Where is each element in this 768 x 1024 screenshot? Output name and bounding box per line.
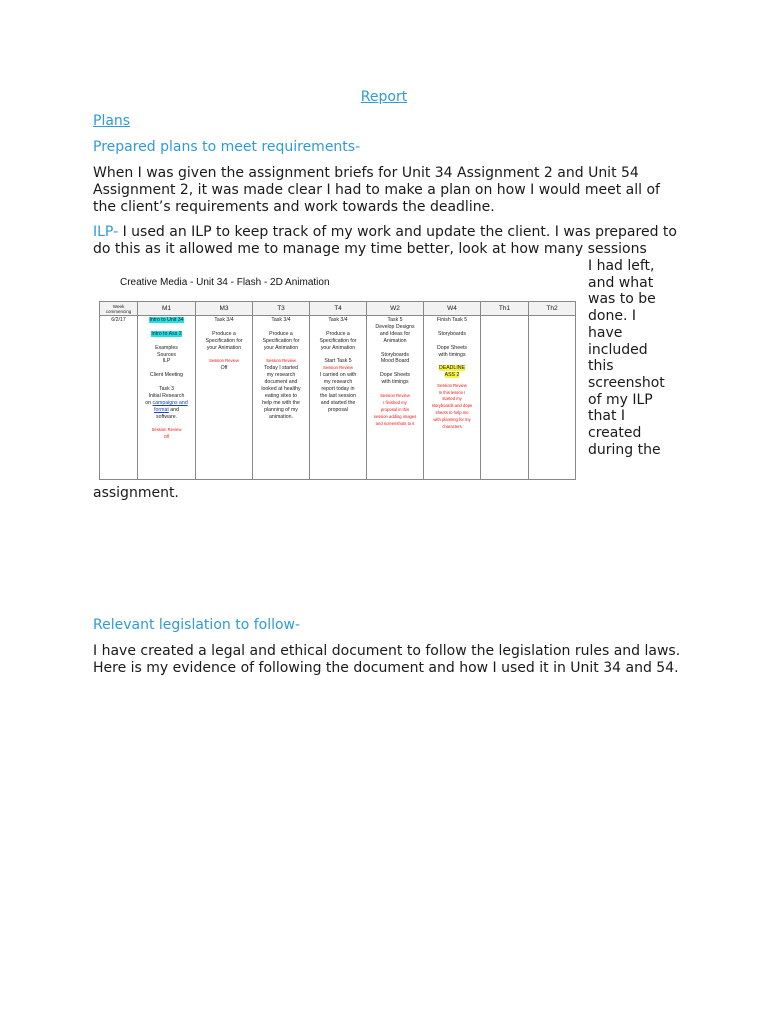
ilp-title: Creative Media - Unit 34 - Flash - 2D Animation (120, 277, 330, 288)
t4-note: I carried on with (319, 372, 357, 379)
session-review-label: Session Review (380, 392, 410, 398)
t3-line: Task 3/4 (271, 317, 291, 323)
m1-line: on (145, 399, 152, 406)
w2-note: and screenshots to it (375, 420, 415, 426)
wrap-line: have (588, 324, 623, 341)
plans-heading: Plans (93, 113, 131, 129)
t4-line: Task 3/4 (328, 317, 348, 323)
m1-link-text: format (154, 406, 169, 413)
m1-line: software. (155, 413, 178, 420)
m3-line: Specification for (205, 337, 243, 344)
ilp-label: ILP- (93, 224, 119, 240)
t4-line: Specification for (319, 337, 357, 344)
w4-note: sheets to help me (435, 410, 469, 416)
wrap-line: and what (588, 274, 654, 291)
m3-line: Produce a (212, 330, 236, 337)
wrap-line: that I (588, 408, 626, 425)
t3-line: Specification for (262, 337, 300, 344)
m3-line: Off (220, 365, 228, 372)
t3-note: looked at healthy (261, 386, 301, 393)
legislation-subheading: Relevant legislation to follow- (93, 617, 301, 633)
w2-line: Task 5 (387, 317, 403, 323)
col-header: Th2 (529, 302, 576, 316)
wrap-line: screenshot (588, 374, 665, 391)
t3-line: your Animation (263, 344, 299, 351)
m1-line: Client Meeting (149, 372, 184, 379)
t4-note: proposal (328, 406, 348, 413)
w4-line: Finish Task 5 (436, 317, 468, 323)
col-header: T4 (310, 302, 367, 316)
t3-note: animation. (269, 413, 293, 420)
m1-line: ILP (162, 358, 171, 365)
w2-cell (367, 316, 424, 480)
w4-note: storyboards and dope (431, 403, 473, 409)
session-review-label: Session Review (323, 365, 353, 371)
week-header: Week commencing (100, 302, 138, 316)
t4-line: Start Task 5 (324, 358, 352, 365)
w2-line: Mood Board (380, 358, 410, 365)
w4-note: characters (442, 424, 462, 430)
t4-note: the last session (320, 392, 356, 399)
intro-ass-text: Intro to Ass 2 (151, 330, 182, 337)
w4-note: with planning for my (433, 417, 471, 423)
t4-note: my research (323, 379, 353, 386)
session-review-label: Session Review (266, 358, 296, 364)
m1-link-text: campaigns and (152, 399, 188, 406)
m1-line: Examples (155, 344, 178, 351)
session-review-label: Session Review (151, 427, 182, 433)
wrap-line: of my ILP (588, 391, 653, 408)
wrap-line: this (588, 358, 614, 375)
wrap-line: I had left, (588, 258, 655, 274)
m1-line: Sources (156, 351, 177, 358)
wrap-line: done. I (588, 308, 636, 325)
t4-cell (310, 316, 367, 480)
t3-cell (253, 316, 310, 480)
prepared-plans-subheading: Prepared plans to meet requirements- (93, 139, 361, 155)
ilp-paragraph-text: I used an ILP to keep track of my work and update the client. I was prepared to do this as it allowed me to manage my time better, look at how many sessions (93, 224, 677, 257)
deadline-text: DEADLINE (439, 365, 465, 372)
t3-note: eating sites to (264, 392, 297, 399)
week-cell (100, 316, 138, 480)
t3-note: planning of my (264, 406, 298, 413)
t3-note: Today I started (263, 365, 299, 372)
intro-unit-text: Intro to Unit 34 (149, 317, 184, 323)
t4-note: report today in (321, 386, 355, 393)
w2-note: session adding images (373, 413, 417, 419)
col-header: W4 (424, 302, 481, 316)
wrap-line: created (588, 425, 642, 442)
t3-note: document and (264, 379, 298, 386)
ilp-week-row (100, 316, 576, 480)
w2-note: I finished my (383, 399, 407, 405)
t4-line: Produce a (326, 330, 350, 337)
m1-cell (138, 316, 196, 480)
m3-cell (196, 316, 253, 480)
m1-line: and (170, 406, 179, 413)
wrap-line: included (588, 341, 648, 358)
m1-line: Initial Research (148, 392, 185, 399)
legislation-paragraph: I have created a legal and ethical document to follow the legislation rules and laws. Here is my evidence of following the document and how I used it in Unit 34 and 54. (93, 643, 681, 676)
w4-line: Dope Sheets (437, 344, 467, 351)
t3-note: my research (266, 372, 296, 379)
t3-note: help me with the (262, 399, 300, 406)
session-review-label: Session Review (209, 358, 239, 364)
w2-line: Storyboards (381, 351, 409, 358)
th2-cell (529, 316, 576, 480)
assignment-paragraph: When I was given the assignment briefs for Unit 34 Assignment 2 and Unit 54 Assignment 2, it was made clear I had to make a plan on how I would meet all of the client’s requirements and work towards the deadline. (93, 165, 660, 215)
col-header: Th1 (481, 302, 529, 316)
m1-line: Task 3 (159, 386, 174, 392)
session-review-label: Session Review (437, 382, 467, 388)
col-header: T3 (253, 302, 310, 316)
w2-line: with timings (381, 379, 409, 386)
ilp-paragraph-end: assignment. (93, 485, 179, 501)
col-header: M3 (196, 302, 253, 316)
ilp-screenshot (96, 268, 576, 480)
ilp-table (99, 301, 576, 480)
ilp-header-row (100, 302, 576, 316)
th1-cell (481, 316, 529, 480)
wrap-line: was to be (588, 291, 656, 308)
w4-line: Storyboards (438, 330, 466, 337)
deadline-text: ASS 2 (444, 372, 460, 379)
w4-cell (424, 316, 481, 480)
w4-note: In this lesson I (438, 389, 466, 395)
m3-line: your Animation (206, 344, 242, 351)
w4-note: started my (442, 396, 462, 402)
w2-line: Dope Sheets (380, 372, 410, 379)
w4-line: with timings (438, 351, 466, 358)
report-title: Report (360, 89, 408, 105)
t4-line: your Animation (320, 344, 356, 351)
session-review-note: Off (163, 434, 170, 440)
ilp-paragraph-wrap (588, 258, 680, 458)
w2-line: Develop Designs (375, 323, 415, 330)
w2-line: and Ideas for (379, 330, 411, 337)
t4-note: and started the (320, 399, 356, 406)
w2-note: proposal in this (380, 406, 410, 412)
col-header: M1 (138, 302, 196, 316)
ilp-paragraph (93, 224, 683, 258)
wrap-line: during the (588, 441, 661, 458)
report-title-wrap (0, 86, 768, 105)
col-header: W2 (367, 302, 424, 316)
week-value: 6/2/17 (111, 317, 126, 323)
w2-line: Animation (383, 337, 407, 344)
m3-line: Task 3/4 (214, 317, 234, 323)
t3-line: Produce a (269, 330, 293, 337)
